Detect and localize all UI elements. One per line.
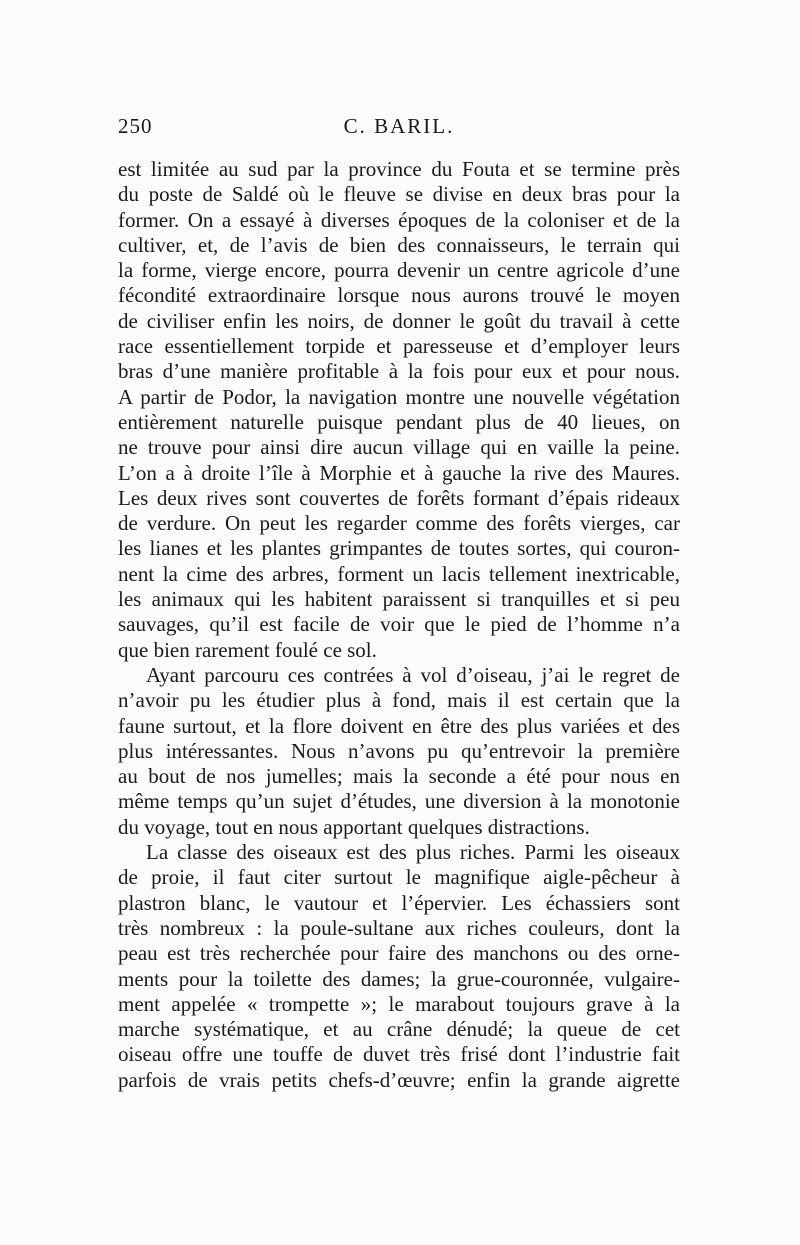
text-line: n’avoir pu les étudier plus à fond, mais il est certain que la bbox=[118, 688, 680, 713]
text-line: A partir de Podor, la navigation montre une nouvelle végétation bbox=[118, 384, 680, 409]
text-line: de civiliser enfin les noirs, de donner le goût du travail à cette bbox=[118, 308, 680, 333]
text-line: La classe des oiseaux est des plus riches. Parmi les oiseaux bbox=[146, 840, 680, 865]
page-header bbox=[118, 114, 680, 144]
text-line: nent la cime des arbres, forment un lacis tellement inextricable, bbox=[118, 561, 680, 586]
text-line: au bout de nos jumelles; mais la seconde a été pour nous en bbox=[118, 764, 680, 789]
text-line: ment appelée « trompette »; le marabout toujours grave à la bbox=[118, 991, 680, 1016]
text-line: ne trouve pour ainsi dire aucun village qui en vaille la peine. bbox=[118, 435, 680, 460]
text-line: même temps qu’un sujet d’études, une diversion à la monotonie bbox=[118, 789, 680, 814]
page-number: 250 bbox=[118, 114, 153, 138]
text-line: Ayant parcouru ces contrées à vol d’oiseau, j’ai le regret de bbox=[146, 662, 680, 687]
text-line: oiseau offre une touffe de duvet très frisé dont l’industrie fait bbox=[118, 1042, 680, 1067]
text-line: parfois de vrais petits chefs-d’œuvre; enfin la grande aigrette bbox=[118, 1067, 680, 1092]
text-line: très nombreux : la poule-sultane aux riches couleurs, dont la bbox=[118, 915, 680, 940]
text-line: la forme, vierge encore, pourra devenir un centre agricole d’une bbox=[118, 258, 680, 283]
text-line: les animaux qui les habitent paraissent si tranquilles et si peu bbox=[118, 587, 680, 612]
text-line: former. On a essayé à diverses époques de la coloniser et de la bbox=[118, 207, 680, 232]
text-line: que bien rarement foulé ce sol. bbox=[118, 637, 377, 662]
text-line: plus intéressantes. Nous n’avons pu qu’entrevoir la première bbox=[118, 738, 680, 763]
running-head: C. BARIL. bbox=[343, 114, 455, 138]
text-line: plastron blanc, le vautour et l’épervier. Les échassiers sont bbox=[118, 890, 680, 915]
text-line: est limitée au sud par la province du Fouta et se termine près bbox=[118, 157, 680, 181]
text-line: peau est très recherchée pour faire des manchons ou des orne- bbox=[118, 941, 680, 966]
body-text bbox=[118, 157, 680, 1093]
text-line: Les deux rives sont couvertes de forêts formant d’épais rideaux bbox=[118, 485, 680, 510]
text-line: de proie, il faut citer surtout le magnifique aigle-pêcheur à bbox=[118, 865, 680, 890]
text-line: L’on a à droite l’île à Morphie et à gauche la rive des Maures. bbox=[118, 460, 680, 485]
text-line: race essentiellement torpide et paresseuse et d’employer leurs bbox=[118, 334, 680, 359]
text-line: bras d’une manière profitable à la fois pour eux et pour nous. bbox=[118, 359, 680, 384]
text-line: sauvages, qu’il est facile de voir que le pied de l’homme n’a bbox=[118, 612, 680, 637]
text-line: faune surtout, et la flore doivent en être des plus variées et des bbox=[118, 713, 680, 738]
text-line: cultiver, et, de l’avis de bien des connaisseurs, le terrain qui bbox=[118, 232, 680, 257]
text-line: du poste de Saldé où le fleuve se divise en deux bras pour la bbox=[118, 182, 680, 207]
text-line: ments pour la toilette des dames; la grue-couronnée, vulgaire- bbox=[118, 966, 680, 991]
text-line: entièrement naturelle puisque pendant plus de 40 lieues, on bbox=[118, 409, 680, 434]
text-line: de verdure. On peut les regarder comme des forêts vierges, car bbox=[118, 511, 680, 536]
text-line: du voyage, tout en nous apportant quelques distractions. bbox=[118, 814, 590, 839]
text-line: les lianes et les plantes grimpantes de toutes sortes, qui couron- bbox=[118, 536, 680, 561]
text-line: fécondité extraordinaire lorsque nous aurons trouvé le moyen bbox=[118, 283, 680, 308]
text-line: marche systématique, et au crâne dénudé; la queue de cet bbox=[118, 1017, 680, 1042]
